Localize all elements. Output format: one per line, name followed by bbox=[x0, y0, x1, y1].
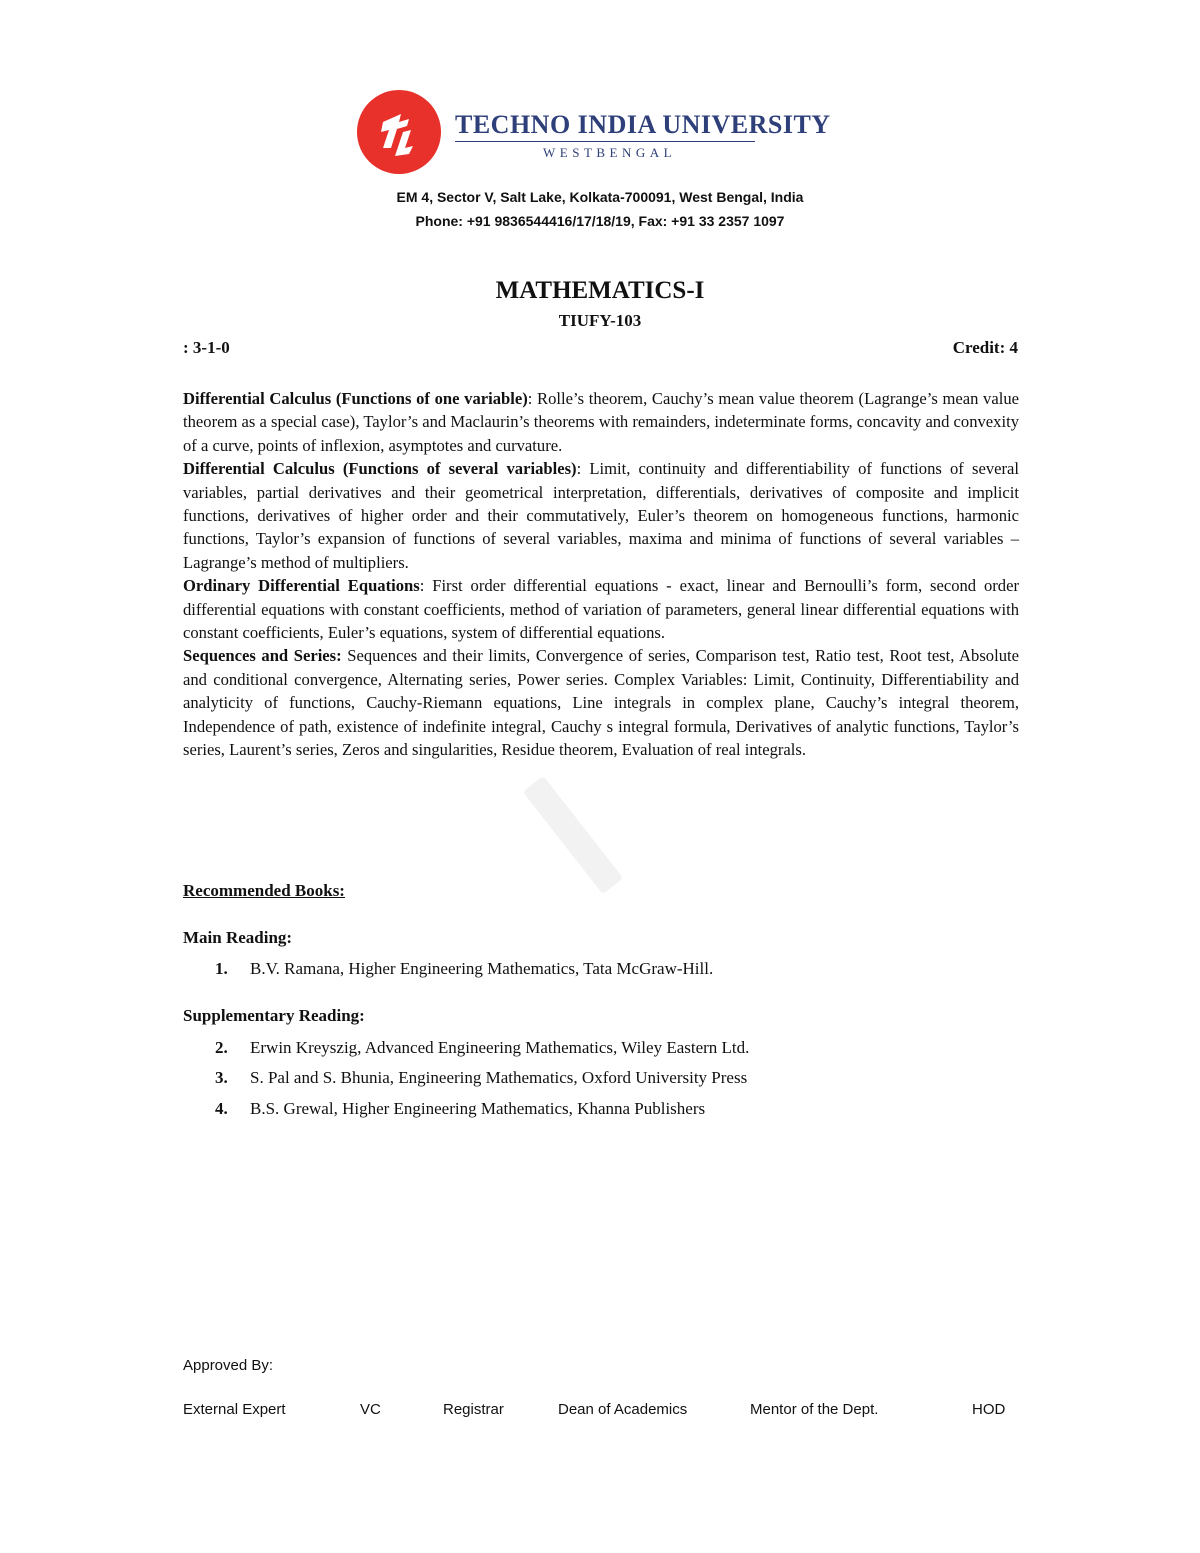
approved-by-label: Approved By: bbox=[183, 1357, 274, 1374]
university-name: TECHNO INDIA UNIVERSITY bbox=[455, 110, 831, 139]
topic-body: Sequences and their limits, Convergence of series, Comparison test, Ratio test, Root test, Absolute and conditional convergence, Alternating series, Power series. Complex Variables: Limit, Continuity, Differentiability and analyticity of functions, Cauchy-Riemann equations, Line integrals in complex plane, Cauchy’s integral theorem, Independence of path, existence of indefinite integral, Cauchy s integral formula, Derivatives of analytic functions, Taylor’s series, Laurent’s series, Zeros and singularities, Residue theorem, Evaluation of real integrals. bbox=[183, 646, 1019, 760]
book-entry: B.S. Grewal, Higher Engineering Mathematics, Khanna Publishers bbox=[250, 1099, 706, 1118]
list-number: 1. bbox=[215, 959, 228, 978]
course-title: MATHEMATICS-I bbox=[495, 277, 705, 304]
list-item bbox=[215, 1099, 705, 1119]
university-subtitle: WESTBENGAL bbox=[543, 145, 677, 160]
topic-heading: Differential Calculus (Functions of several variables) bbox=[183, 459, 577, 479]
contact-line: Phone: +91 9836544416/17/18/19, Fax: +91 33 2357 1097 bbox=[415, 213, 785, 229]
course-code: TIUFY-103 bbox=[558, 311, 642, 330]
list-item bbox=[215, 1068, 747, 1088]
list-item bbox=[215, 1038, 749, 1058]
signatory-registrar: Registrar bbox=[443, 1401, 504, 1418]
signatory-vc: VC bbox=[360, 1401, 381, 1418]
list-item bbox=[215, 959, 713, 979]
list-number: 2. bbox=[215, 1038, 228, 1057]
syllabus-paragraph bbox=[183, 644, 1019, 761]
supplementary-reading-heading: Supplementary Reading: bbox=[183, 1006, 365, 1025]
course-credit: Credit: 4 bbox=[952, 338, 1018, 357]
signatory-hod: HOD bbox=[972, 1401, 1006, 1418]
ti-monogram-icon bbox=[369, 102, 429, 162]
syllabus-paragraph bbox=[183, 387, 1019, 457]
ltp-structure: : 3-1-0 bbox=[183, 338, 230, 357]
topic-heading: Differential Calculus (Functions of one variable) bbox=[183, 389, 528, 408]
topic-body: : First order differential equations - exact, linear and Bernoulli’s form, second order differential equations with constant coefficients, method of variation of parameters, general linear differential equations with constant coefficients, Euler’s equations, system of differential equations. bbox=[183, 576, 1019, 643]
topic-body: : Limit, continuity and differentiability of functions of several variables, partial derivatives and their geometrical interpretation, differentials, derivatives of composite and implicit functions, derivatives of higher order and their commutatively, Euler’s theorem on homogeneous functions, harmonic functions, Taylor’s expansion of functions of several variables, maxima and minima of functions of several variables – Lagrange’s method of multipliers. bbox=[183, 459, 1019, 572]
address-line: EM 4, Sector V, Salt Lake, Kolkata-700091, West Bengal, India bbox=[396, 189, 804, 205]
topic-heading: Ordinary Differential Equations bbox=[183, 576, 420, 596]
university-logo bbox=[357, 90, 831, 174]
topic-heading: Sequences and Series: bbox=[183, 646, 342, 666]
signatory-mentor: Mentor of the Dept. bbox=[750, 1401, 879, 1418]
watermark bbox=[523, 776, 624, 894]
recommended-books-heading: Recommended Books: bbox=[183, 881, 345, 900]
list-number: 3. bbox=[215, 1068, 228, 1087]
book-entry: S. Pal and S. Bhunia, Engineering Mathematics, Oxford University Press bbox=[250, 1068, 748, 1087]
divider bbox=[455, 141, 755, 142]
syllabus-content bbox=[183, 387, 1019, 762]
topic-body: : Rolle’s theorem, Cauchy’s mean value theorem (Lagrange’s mean value theorem as a special case), Taylor’s and Maclaurin’s theorems with remainders, indeterminate forms, concavity and convexity of a curve, points of inflexion, asymptotes and curvature. bbox=[183, 389, 1019, 455]
book-entry: Erwin Kreyszig, Advanced Engineering Mathematics, Wiley Eastern Ltd. bbox=[250, 1038, 750, 1057]
main-reading-heading: Main Reading: bbox=[183, 928, 293, 947]
logo-emblem-icon bbox=[357, 90, 441, 174]
list-number: 4. bbox=[215, 1099, 228, 1118]
syllabus-paragraph bbox=[183, 574, 1019, 644]
syllabus-paragraph bbox=[183, 457, 1019, 574]
signatory-external-expert: External Expert bbox=[183, 1401, 286, 1418]
book-entry: B.V. Ramana, Higher Engineering Mathematics, Tata McGraw-Hill. bbox=[250, 959, 714, 978]
signatory-dean: Dean of Academics bbox=[558, 1401, 688, 1418]
